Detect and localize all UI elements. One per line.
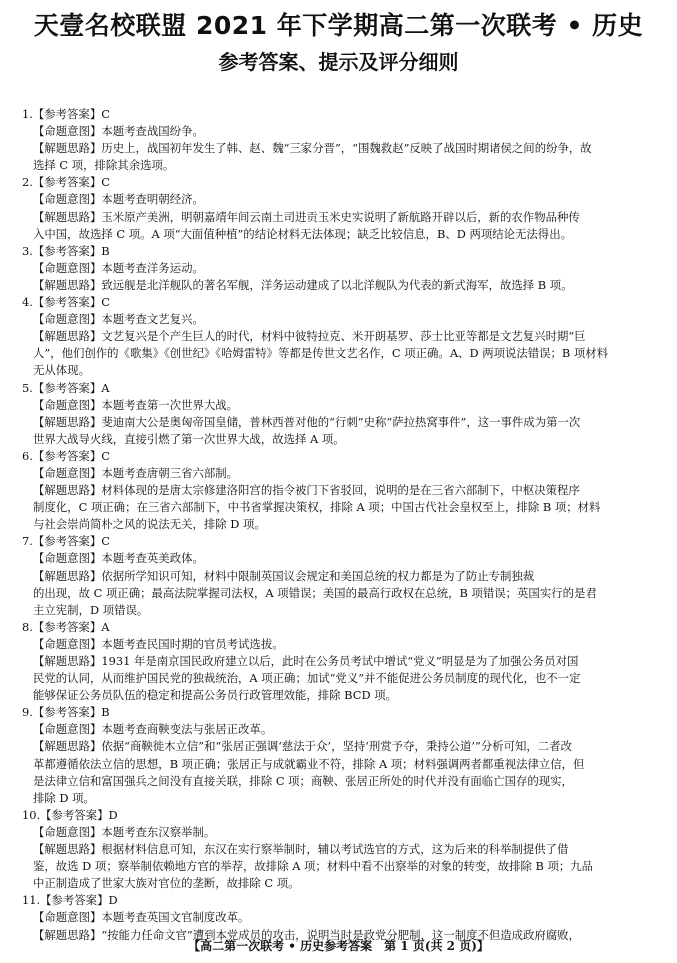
explanation-line: 是法律立信和富国强兵之间没有直接关联，排除 C 项；商鞅、张居正所处的时代并没有面临亡国存的现实， [33, 773, 573, 788]
answer-item [22, 380, 656, 448]
answer-item [22, 448, 656, 533]
explanation-line: 【解题思路】历史上，战国初年发生了韩、赵、魏“三家分晋”，“围魏救赵”反映了战国时期诸侯之间的纷争，故 [33, 141, 592, 156]
explanation-line: 【解题思路】玉米原产美洲，明朝嘉靖年间云南土司进贡玉米史实说明了新航路开辟以后，新的农作物品种传 [33, 209, 580, 224]
explanation-line: 【解题思路】依据“商鞅徙木立信”和“张居正强调‘慈法于众’，坚持‘刑赏予夺，秉持公道’”分析可知，二者改 [33, 739, 572, 754]
answer-key-line: 8.【参考答案】A [22, 619, 110, 634]
answer-key-line: 4.【参考答案】C [22, 295, 110, 310]
explanation-line: 【命题意图】本题考查战国纷争。 [33, 124, 204, 139]
explanation-line: 【解题思路】1931 年是南京国民政府建立以后，此时在公务员考试中增试“党义”明显是为了加强公务员对国 [33, 654, 579, 668]
answer-item [22, 892, 656, 943]
explanation-line: 【解题思路】文艺复兴是个产生巨人的时代，材料中彼特拉克、米开朗基罗、莎士比亚等都是文艺复兴时期“巨 [33, 329, 586, 344]
explanation-line: 【解题思路】致远舰是北洋舰队的著名军舰，洋务运动建成了以北洋舰队为代表的新式海军，故选择 B 项。 [33, 277, 573, 292]
explanation-line: 鉴，故选 D 项；察举制依赖地方官的举荐，故排除 A 项；材料中看不出察举的对象的转变，故排除 B 项；九品 [33, 859, 594, 874]
explanation-line: 【解题思路】根据材料信息可知，东汉在实行察举制时，辅以考试选官的方式，这为后来的科举制提供了借 [33, 842, 569, 857]
explanation-line: 【命题意图】本题考查民国时期的官员考试选拔。 [33, 636, 284, 651]
answer-key-line: 6.【参考答案】C [22, 448, 110, 463]
answer-key-line: 2.【参考答案】C [22, 175, 110, 190]
explanation-line: 【解题思路】材料体现的是唐太宗修建洛阳宫的指令被门下省驳回，说明的是在三省六部制下，中枢决策程序 [33, 483, 580, 498]
explanation-line: 民党的认同，从而维护国民党的独裁统治，A 项正确；加试“党义”并不能促进公务员制度的现代化，也不一定 [33, 671, 581, 686]
page-title: 天壹名校联盟 2021 年下学期高二第一次联考 • 历史 [33, 11, 644, 40]
answer-item [22, 243, 656, 294]
explanation-line: 【解题思路】“按能力任命文官”遭到本党成员的攻击，说明当时是政党分肥制，这一制度不但造成政府腐败， [33, 927, 581, 942]
answer-item [22, 619, 656, 704]
answer-key-line: 5.【参考答案】A [22, 380, 110, 395]
explanation-line: 【命题意图】本题考查东汉察举制。 [33, 824, 216, 839]
answer-item [22, 174, 656, 242]
explanation-line: 制度化，C 项正确；在三省六部制下，中书省掌握决策权，排除 A 项；中国古代社会皇权至上，排除 B 项；材料 [33, 500, 601, 515]
answer-key-line: 1.【参考答案】C [22, 107, 110, 121]
answer-item [22, 704, 656, 807]
explanation-line: 【命题意图】本题考查商鞅变法与张居正改革。 [33, 722, 273, 737]
answer-item [22, 533, 656, 618]
explanation-line: 世界大战导火线，直接引燃了第一次世界大战，故选择 A 项。 [33, 431, 345, 446]
page-footer: 【高二第一次联考 • 历史参考答案 第 1 页(共 2 页)】 [188, 939, 489, 953]
explanation-line: 【解题思路】依据所学知识可知，材料中限制英国议会规定和美国总统的权力都是为了防止专制独裁 [33, 568, 535, 583]
explanation-line: 的出现，故 C 项正确；最高法院掌握司法权，A 项错误；美国的最高行政权在总统，B 项错误；英国实行的是君 [33, 585, 597, 600]
explanation-line: 【命题意图】本题考查第一次世界大战。 [33, 397, 239, 412]
explanation-line: 【命题意图】本题考查英美政体。 [33, 551, 204, 566]
answer-key-line: 10.【参考答案】D [22, 807, 118, 822]
answer-list [22, 106, 656, 944]
explanation-line: 人”，他们创作的《歌集》《创世纪》《哈姆雷特》等都是传世文艺名作，C 项正确。A、D 两项说法错误；B 项材料 [33, 346, 609, 361]
explanation-line: 【解题思路】斐迪南大公是奥匈帝国皇储，普林西普对他的“行刺”史称“萨拉热窝事件”，这一事件成为第一次 [33, 414, 581, 429]
explanation-line: 【命题意图】本题考查文艺复兴。 [33, 312, 204, 327]
explanation-line: 【命题意图】本题考查明朝经济。 [33, 192, 204, 207]
answer-key-line: 11.【参考答案】D [22, 893, 118, 908]
explanation-line: 入中国，故选择 C 项。A 项“大面值种植”的结论材料无法体现；缺乏比较信息，B、D 两项结论无法得出。 [33, 226, 572, 241]
explanation-line: 革都遵循依法立信的思想，B 项正确；张居正与成就霸业不符，排除 A 项；材料强调两者都重视法律立信，但 [33, 756, 585, 771]
explanation-line: 中正制造成了世家大族对官位的垄断，故排除 C 项。 [33, 876, 300, 891]
explanation-line: 【命题意图】本题考查唐朝三省六部制。 [33, 465, 239, 480]
explanation-line: 与社会崇尚简朴之风的说法无关，排除 D 项。 [33, 517, 266, 532]
answer-item [22, 807, 656, 892]
explanation-line: 主立宪制，D 项错误。 [33, 602, 149, 617]
answer-item [22, 106, 656, 174]
page-subtitle: 参考答案、提示及评分细则 [218, 50, 459, 74]
explanation-line: 【命题意图】本题考查洋务运动。 [33, 260, 204, 275]
explanation-line: 能够保证公务员队伍的稳定和提高公务员行政管理效能，排除 BCD 项。 [33, 688, 398, 703]
explanation-line: 选择 C 项，排除其余选项。 [33, 158, 175, 173]
explanation-line: 【命题意图】本题考查英国文官制度改革。 [33, 910, 250, 925]
answer-key-line: 7.【参考答案】C [22, 534, 110, 549]
answer-item [22, 294, 656, 379]
answer-key-line: 3.【参考答案】B [22, 243, 110, 258]
explanation-line: 排除 D 项。 [33, 790, 95, 805]
answer-key-line: 9.【参考答案】B [22, 705, 110, 720]
explanation-line: 无从体现。 [33, 363, 90, 378]
